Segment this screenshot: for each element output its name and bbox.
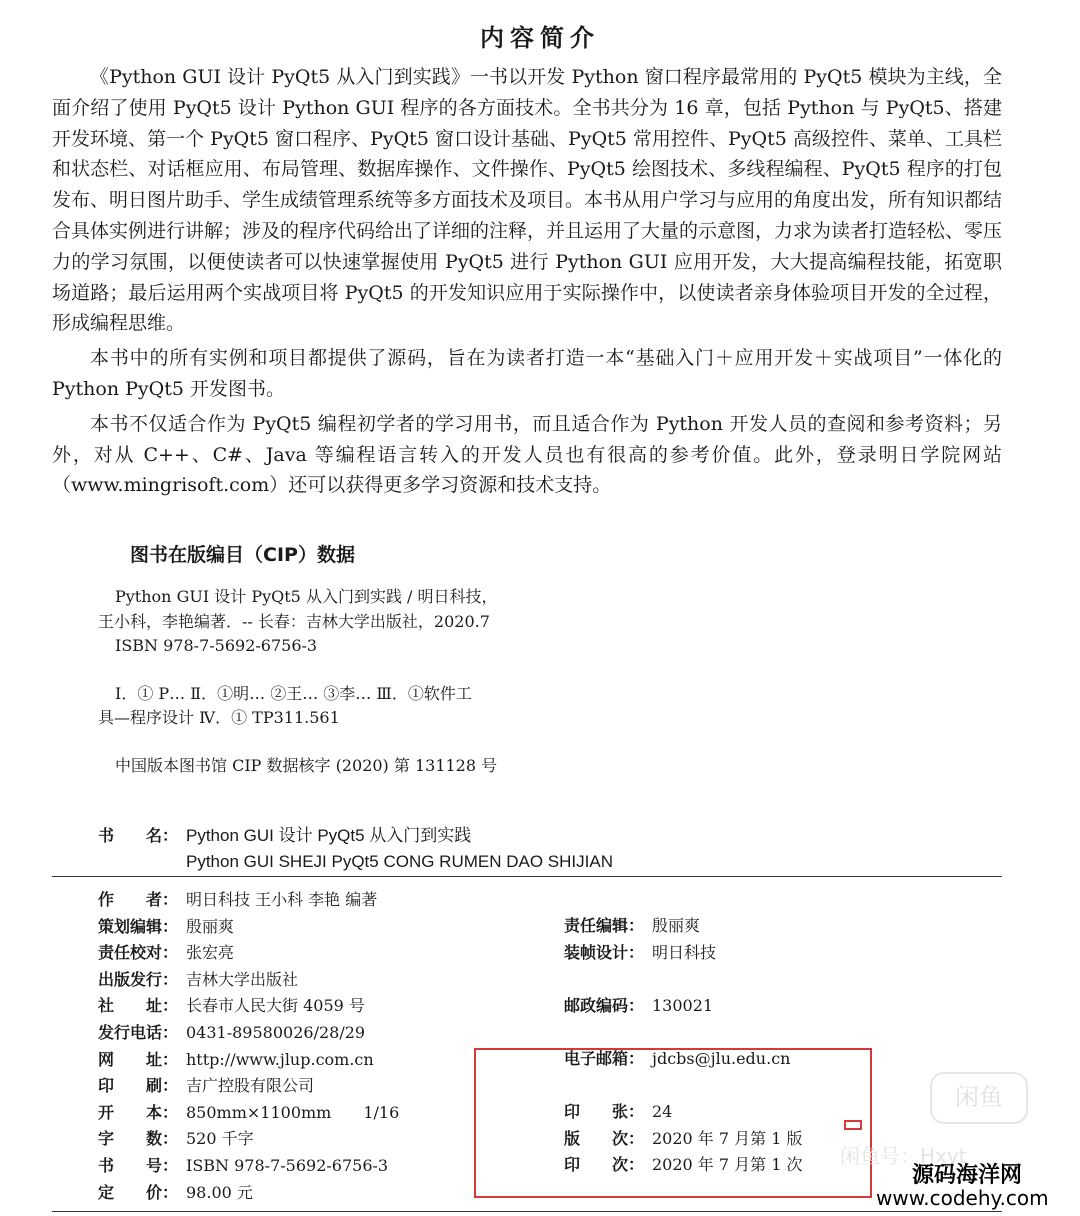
colophon-value: 殷丽爽 bbox=[652, 916, 701, 935]
colophon-value: 明日科技 王小科 李艳 编著 bbox=[186, 890, 378, 909]
watermark-text: 闲鱼号：Hxyt bbox=[840, 1144, 967, 1168]
colophon-label: 字 数： bbox=[98, 1129, 179, 1149]
colophon-row bbox=[98, 914, 399, 941]
colophon-value: 张宏亮 bbox=[186, 943, 235, 963]
colophon-value: 殷丽爽 bbox=[186, 916, 235, 936]
colophon-label: 装帧设计： bbox=[564, 942, 645, 962]
colophon-value: 吉广控股有限公司 bbox=[186, 1076, 315, 1096]
colophon-row bbox=[564, 993, 803, 1020]
intro-paragraph-3: 本书不仅适合作为 PyQt5 编程初学者的学习用书，而且适合作为 Python 开发人员的查阅和参考资料；另外，对从 C++、C#、Java 等编程语言转入的开发人员也有很高的参考价值。此外，登录明日学院网站（www.mingrisoft.com）还可以获得更多学习资源和技术支持。 bbox=[52, 412, 1002, 497]
colophon-value: ISBN 978-7-5692-6756-3 bbox=[186, 1155, 389, 1175]
colophon-label: 社 址： bbox=[98, 996, 179, 1016]
colophon-label: 责任编辑： bbox=[564, 916, 645, 935]
colophon-value: 2020 年 7 月第 1 次 bbox=[652, 1155, 803, 1175]
colophon-label: 网 址： bbox=[98, 1049, 179, 1069]
colophon-value: 0431-89580026/28/29 bbox=[186, 1022, 366, 1042]
watermark-logo: 闲鱼 bbox=[930, 1072, 1028, 1124]
colophon-row bbox=[98, 1180, 399, 1207]
cip-heading: 图书在版编目（CIP）数据 bbox=[130, 544, 355, 566]
colophon-row bbox=[98, 1020, 399, 1047]
colophon-row bbox=[98, 1100, 399, 1127]
colophon-row bbox=[564, 913, 803, 940]
colophon-label: 印 张： bbox=[564, 1102, 645, 1122]
intro-paragraph-1: 《Python GUI 设计 PyQt5 从入门到实践》一书以开发 Python 窗口程序最常用的 PyQt5 模块为主线，全面介绍了使用 PyQt5 设计 Python GUI 程序的各方面技术。全书共分为 16 章，包括 Python 与 PyQt5、搭建开发环境、第一个 PyQt5 窗口程序、PyQt5 窗口设计基础、PyQt5 常用控件、PyQt5 高级控件、菜单、工具栏和状态栏、对话框应用、布局管理、数据库操作、文件操作、PyQt5 绘图技术、多线程编程、PyQt5 程序的打包发布、明日图片助手、学生成绩管理系统等多方面技术及项目。本书从用户学习与应用的角度出发，所有知识都结合具体实例进行讲解；涉及的程序代码给出了详细的注释，并且运用了大量的示意图，力求为读者打造轻松、零压力的学习氛围，以便使读者可以快速掌握使用 PyQt5 进行 Python GUI 应用开发，大大提高编程技能，拓宽职场道路；最后运用两个实战项目将 PyQt5 的开发知识应用于实际操作中，以使读者亲身体验项目开发的全过程，形成编程思维。 bbox=[52, 66, 1003, 335]
colophon-label: 作 者： bbox=[98, 890, 179, 909]
page-title: 内容简介 bbox=[480, 24, 600, 52]
colophon-label: 开 本： bbox=[98, 1102, 179, 1122]
colophon-value: 98.00 元 bbox=[186, 1182, 253, 1202]
colophon-value: jdcbs@jlu.edu.cn bbox=[652, 1048, 791, 1068]
site-watermark-name: 源码海洋网 bbox=[912, 1163, 1023, 1188]
book-name-label: 书 名： bbox=[98, 826, 179, 845]
colophon-value: 24 bbox=[652, 1102, 673, 1122]
colophon-value: 明日科技 bbox=[652, 942, 717, 962]
colophon-label: 发行电话： bbox=[98, 1022, 179, 1042]
intro-section bbox=[52, 62, 1002, 505]
colophon-label: 印 刷： bbox=[98, 1076, 179, 1096]
cip-line: 中国版本图书馆 CIP 数据核字 (2020) 第 131128 号 bbox=[115, 755, 498, 775]
colophon-row bbox=[98, 1126, 399, 1153]
book-name-cn: Python GUI 设计 PyQt5 从入门到实践 bbox=[186, 826, 472, 845]
cip-line: Ⅰ．① P… Ⅱ．①明… ②王… ③李… Ⅲ．①软件工 bbox=[115, 683, 472, 703]
cip-line: 具—程序设计 Ⅳ．① TP311.561 bbox=[98, 708, 340, 727]
book-name-block bbox=[98, 823, 613, 874]
colophon-label: 定 价： bbox=[98, 1182, 179, 1202]
colophon-label: 电子邮箱： bbox=[564, 1048, 645, 1068]
colophon-label: 印 次： bbox=[564, 1155, 645, 1175]
colophon-label: 责任校对： bbox=[98, 943, 179, 963]
colophon-value: 长春市人民大街 4059 号 bbox=[186, 996, 365, 1016]
colophon-label: 邮政编码： bbox=[564, 995, 645, 1015]
divider-bottom bbox=[52, 1211, 1002, 1212]
colophon-format: 1/16 bbox=[363, 1102, 400, 1122]
book-name-pinyin: Python GUI SHEJI PyQt5 CONG RUMEN DAO SHIJIAN bbox=[186, 852, 613, 871]
cip-line: Python GUI 设计 PyQt5 从入门到实践 / 明日科技， bbox=[115, 587, 498, 606]
colophon-row bbox=[98, 967, 399, 994]
colophon-label: 书 号： bbox=[98, 1155, 179, 1175]
colophon-row bbox=[98, 887, 399, 914]
site-watermark-url: www.codehy.com bbox=[876, 1186, 1049, 1210]
colophon-value: 吉林大学出版社 bbox=[186, 969, 299, 989]
divider-top bbox=[52, 876, 1002, 877]
colophon-value: 850mm×1100mm bbox=[186, 1102, 332, 1122]
colophon-row bbox=[98, 993, 399, 1020]
colophon-row bbox=[98, 1153, 399, 1180]
cip-block bbox=[98, 585, 558, 778]
highlight-frame bbox=[474, 1048, 872, 1198]
colophon-value: http://www.jlup.com.cn bbox=[186, 1049, 374, 1069]
colophon-value: 130021 bbox=[652, 995, 714, 1015]
colophon-row bbox=[564, 940, 803, 967]
colophon-label: 策划编辑： bbox=[98, 916, 179, 936]
colophon-label: 出版发行： bbox=[98, 969, 179, 989]
highlight-mark bbox=[844, 1120, 862, 1130]
colophon-value: 2020 年 7 月第 1 版 bbox=[652, 1128, 803, 1148]
colophon-left bbox=[98, 887, 399, 1206]
colophon-label: 版 次： bbox=[564, 1128, 645, 1148]
cip-line: 王小科，李艳编著．-- 长春：吉林大学出版社，2020.7 bbox=[98, 611, 490, 631]
colophon-row bbox=[98, 1073, 399, 1100]
intro-paragraph-2: 本书中的所有实例和项目都提供了源码，旨在为读者打造一本“基础入门＋应用开发＋实战项目”一体化的 Python PyQt5 开发图书。 bbox=[52, 347, 1002, 400]
colophon-row bbox=[98, 940, 399, 967]
colophon-row bbox=[98, 1047, 399, 1074]
colophon-value: 520 千字 bbox=[186, 1129, 254, 1149]
cip-line: ISBN 978-7-5692-6756-3 bbox=[115, 636, 318, 655]
